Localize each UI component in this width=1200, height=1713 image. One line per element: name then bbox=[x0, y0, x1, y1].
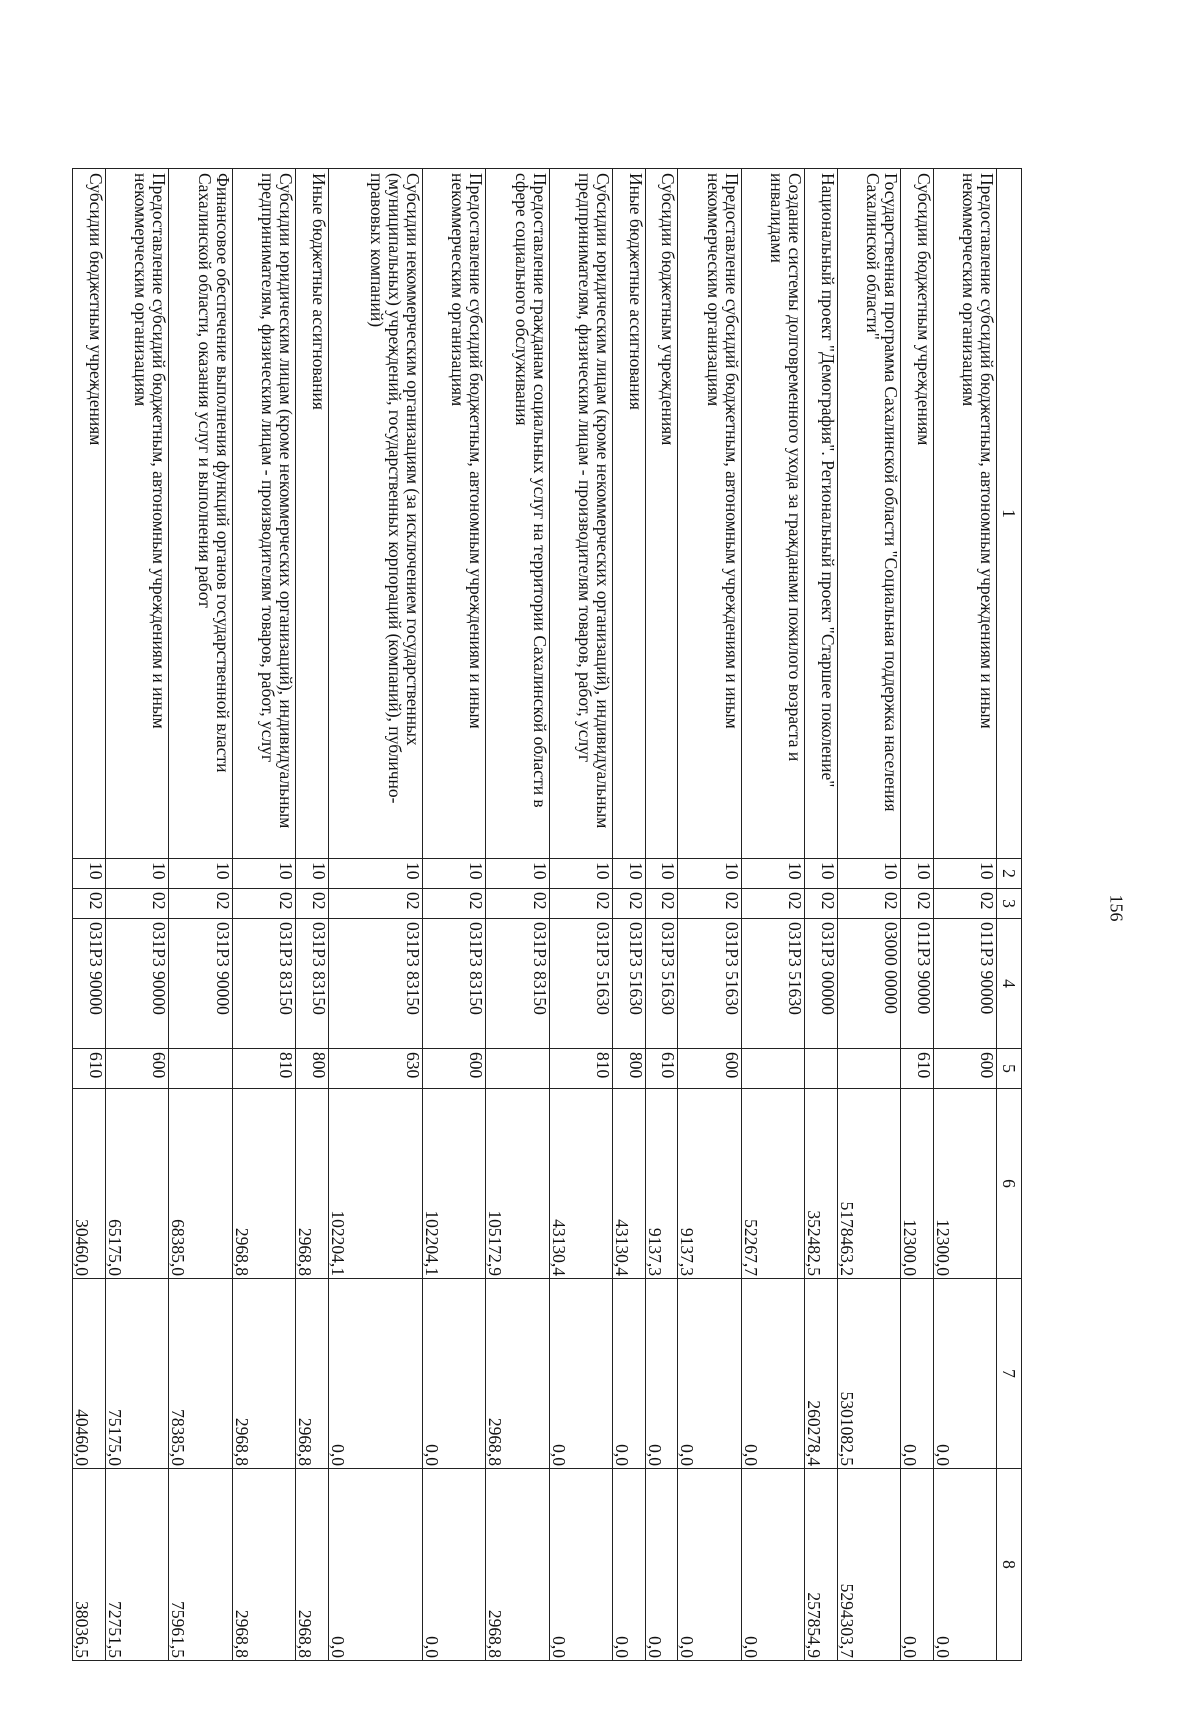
row-name-cell: Предоставление субсидий бюджетным, автономным учреждениям и иным некоммерческим организациям bbox=[933, 169, 996, 859]
amount-year2-cell: 2968,8 bbox=[232, 1279, 295, 1469]
budget-table-container bbox=[72, 168, 1022, 1660]
section-code-cell: 10 bbox=[232, 859, 295, 889]
expense-type-cell bbox=[837, 1049, 900, 1089]
amount-year2-cell: 78385,0 bbox=[169, 1279, 232, 1469]
row-name-cell: Финансовое обеспечение выполнения функций органов государственной власти Сахалинской области, оказания услуг и выполнения работ bbox=[169, 169, 232, 859]
amount-year2-cell: 0,0 bbox=[933, 1279, 996, 1469]
section-code-cell: 10 bbox=[73, 859, 106, 889]
table-row bbox=[105, 169, 168, 1661]
section-code-cell: 10 bbox=[933, 859, 996, 889]
target-article-cell: 011Р3 90000 bbox=[933, 919, 996, 1049]
amount-year2-cell: 0,0 bbox=[645, 1279, 678, 1469]
page-number: 156 bbox=[1106, 894, 1127, 922]
target-article-cell: 031Р3 83150 bbox=[328, 919, 422, 1049]
expense-type-cell: 800 bbox=[613, 1049, 646, 1089]
budget-table bbox=[72, 168, 1022, 1661]
amount-year3-cell: 0,0 bbox=[613, 1469, 646, 1661]
expense-type-cell bbox=[805, 1049, 838, 1089]
target-article-cell: 031Р3 90000 bbox=[105, 919, 168, 1049]
section-code-cell: 10 bbox=[169, 859, 232, 889]
amount-year3-cell: 2968,8 bbox=[486, 1469, 549, 1661]
expense-type-cell bbox=[169, 1049, 232, 1089]
table-row bbox=[645, 169, 678, 1661]
target-article-cell: 031Р3 83150 bbox=[295, 919, 328, 1049]
subsection-code-cell: 02 bbox=[613, 889, 646, 919]
row-name-cell: Субсидии юридическим лицам (кроме некоммерческих организаций), индивидуальным предпринимателям, физическим лицам - производителям товаров, работ, услуг bbox=[549, 169, 612, 859]
expense-type-cell: 610 bbox=[901, 1049, 934, 1089]
table-row bbox=[422, 169, 485, 1661]
amount-year1-cell: 52267,7 bbox=[741, 1089, 804, 1279]
row-name-cell: Субсидии некоммерческим организациям (за исключением государственных (муниципальных) учреждений, государственных корпораций (компаний), публично-правовых компаний) bbox=[328, 169, 422, 859]
expense-type-cell: 600 bbox=[105, 1049, 168, 1089]
subsection-code-cell: 02 bbox=[105, 889, 168, 919]
section-code-cell: 10 bbox=[295, 859, 328, 889]
expense-type-cell: 600 bbox=[933, 1049, 996, 1089]
amount-year1-cell: 65175,0 bbox=[105, 1089, 168, 1279]
target-article-cell: 031Р3 51630 bbox=[613, 919, 646, 1049]
column-header: 3 bbox=[997, 889, 1022, 919]
column-header: 4 bbox=[997, 919, 1022, 1049]
table-row bbox=[73, 169, 106, 1661]
subsection-code-cell: 02 bbox=[232, 889, 295, 919]
amount-year1-cell: 9137,3 bbox=[645, 1089, 678, 1279]
amount-year2-cell: 5301082,5 bbox=[837, 1279, 900, 1469]
row-name-cell: Создание системы долговременного ухода за гражданами пожилого возраста и инвалидами bbox=[741, 169, 804, 859]
subsection-code-cell: 02 bbox=[169, 889, 232, 919]
amount-year2-cell: 2968,8 bbox=[486, 1279, 549, 1469]
subsection-code-cell: 02 bbox=[549, 889, 612, 919]
amount-year3-cell: 0,0 bbox=[549, 1469, 612, 1661]
row-name-cell: Предоставление субсидий бюджетным, автономным учреждениям и иным некоммерческим организациям bbox=[678, 169, 741, 859]
target-article-cell: 031Р3 00000 bbox=[805, 919, 838, 1049]
section-code-cell: 10 bbox=[837, 859, 900, 889]
amount-year3-cell: 75961,5 bbox=[169, 1469, 232, 1661]
column-header: 1 bbox=[997, 169, 1022, 859]
table-row bbox=[549, 169, 612, 1661]
amount-year3-cell: 0,0 bbox=[933, 1469, 996, 1661]
amount-year3-cell: 0,0 bbox=[678, 1469, 741, 1661]
column-header: 6 bbox=[997, 1089, 1022, 1279]
table-row bbox=[901, 169, 934, 1661]
amount-year1-cell: 68385,0 bbox=[169, 1089, 232, 1279]
expense-type-cell bbox=[741, 1049, 804, 1089]
section-code-cell: 10 bbox=[741, 859, 804, 889]
amount-year1-cell: 102204,1 bbox=[422, 1089, 485, 1279]
table-row bbox=[486, 169, 549, 1661]
expense-type-cell: 610 bbox=[645, 1049, 678, 1089]
table-body bbox=[73, 169, 997, 1661]
amount-year3-cell: 0,0 bbox=[422, 1469, 485, 1661]
amount-year3-cell: 38036,5 bbox=[73, 1469, 106, 1661]
amount-year1-cell: 9137,3 bbox=[678, 1089, 741, 1279]
subsection-code-cell: 02 bbox=[422, 889, 485, 919]
section-code-cell: 10 bbox=[549, 859, 612, 889]
amount-year1-cell: 5178463,2 bbox=[837, 1089, 900, 1279]
row-name-cell: Субсидии бюджетным учреждениям bbox=[645, 169, 678, 859]
table-row bbox=[295, 169, 328, 1661]
amount-year1-cell: 2968,8 bbox=[232, 1089, 295, 1279]
subsection-code-cell: 02 bbox=[741, 889, 804, 919]
amount-year2-cell: 0,0 bbox=[328, 1279, 422, 1469]
target-article-cell: 031Р3 51630 bbox=[678, 919, 741, 1049]
section-code-cell: 10 bbox=[105, 859, 168, 889]
subsection-code-cell: 02 bbox=[837, 889, 900, 919]
amount-year3-cell: 2968,8 bbox=[232, 1469, 295, 1661]
row-name-cell: Иные бюджетные ассигнования bbox=[295, 169, 328, 859]
column-header: 8 bbox=[997, 1469, 1022, 1661]
subsection-code-cell: 02 bbox=[73, 889, 106, 919]
amount-year3-cell: 0,0 bbox=[645, 1469, 678, 1661]
subsection-code-cell: 02 bbox=[645, 889, 678, 919]
expense-type-cell: 630 bbox=[328, 1049, 422, 1089]
row-name-cell: Предоставление субсидий бюджетным, автономным учреждениям и иным некоммерческим организациям bbox=[105, 169, 168, 859]
amount-year1-cell: 105172,9 bbox=[486, 1089, 549, 1279]
table-row bbox=[741, 169, 804, 1661]
target-article-cell: 031Р3 90000 bbox=[169, 919, 232, 1049]
target-article-cell: 031Р3 83150 bbox=[486, 919, 549, 1049]
amount-year2-cell: 0,0 bbox=[901, 1279, 934, 1469]
section-code-cell: 10 bbox=[486, 859, 549, 889]
table-row bbox=[805, 169, 838, 1661]
amount-year2-cell: 0,0 bbox=[741, 1279, 804, 1469]
section-code-cell: 10 bbox=[328, 859, 422, 889]
subsection-code-cell: 02 bbox=[805, 889, 838, 919]
amount-year2-cell: 40460,0 bbox=[73, 1279, 106, 1469]
expense-type-cell bbox=[486, 1049, 549, 1089]
target-article-cell: 03000 00000 bbox=[837, 919, 900, 1049]
amount-year2-cell: 260278,4 bbox=[805, 1279, 838, 1469]
target-article-cell: 031Р3 83150 bbox=[232, 919, 295, 1049]
amount-year3-cell: 0,0 bbox=[328, 1469, 422, 1661]
subsection-code-cell: 02 bbox=[933, 889, 996, 919]
table-row bbox=[328, 169, 422, 1661]
table-row bbox=[678, 169, 741, 1661]
subsection-code-cell: 02 bbox=[486, 889, 549, 919]
row-name-cell: Предоставление субсидий бюджетным, автономным учреждениям и иным некоммерческим организациям bbox=[422, 169, 485, 859]
amount-year3-cell: 72751,5 bbox=[105, 1469, 168, 1661]
target-article-cell: 031Р3 90000 bbox=[73, 919, 106, 1049]
expense-type-cell: 600 bbox=[422, 1049, 485, 1089]
amount-year3-cell: 2968,8 bbox=[295, 1469, 328, 1661]
amount-year2-cell: 2968,8 bbox=[295, 1279, 328, 1469]
amount-year2-cell: 0,0 bbox=[678, 1279, 741, 1469]
amount-year2-cell: 0,0 bbox=[422, 1279, 485, 1469]
amount-year1-cell: 43130,4 bbox=[613, 1089, 646, 1279]
amount-year1-cell: 12300,0 bbox=[901, 1089, 934, 1279]
section-code-cell: 10 bbox=[901, 859, 934, 889]
column-header: 5 bbox=[997, 1049, 1022, 1089]
amount-year3-cell: 0,0 bbox=[741, 1469, 804, 1661]
subsection-code-cell: 02 bbox=[678, 889, 741, 919]
row-name-cell: Субсидии бюджетным учреждениям bbox=[901, 169, 934, 859]
section-code-cell: 10 bbox=[678, 859, 741, 889]
table-row bbox=[837, 169, 900, 1661]
target-article-cell: 031Р3 51630 bbox=[549, 919, 612, 1049]
subsection-code-cell: 02 bbox=[328, 889, 422, 919]
amount-year3-cell: 5294303,7 bbox=[837, 1469, 900, 1661]
target-article-cell: 031Р3 83150 bbox=[422, 919, 485, 1049]
amount-year3-cell: 0,0 bbox=[901, 1469, 934, 1661]
column-header: 2 bbox=[997, 859, 1022, 889]
row-name-cell: Государственная программа Сахалинской области "Социальная поддержка населения Сахалинской области" bbox=[837, 169, 900, 859]
row-name-cell: Предоставление гражданам социальных услуг на территории Сахалинской области в сфере социального обслуживания bbox=[486, 169, 549, 859]
section-code-cell: 10 bbox=[422, 859, 485, 889]
table-row bbox=[232, 169, 295, 1661]
row-name-cell: Субсидии юридическим лицам (кроме некоммерческих организаций), индивидуальным предпринимателям, физическим лицам - производителям товаров, работ, услуг bbox=[232, 169, 295, 859]
target-article-cell: 011Р3 90000 bbox=[901, 919, 934, 1049]
expense-type-cell: 810 bbox=[549, 1049, 612, 1089]
column-header: 7 bbox=[997, 1279, 1022, 1469]
section-code-cell: 10 bbox=[805, 859, 838, 889]
table-row bbox=[933, 169, 996, 1661]
section-code-cell: 10 bbox=[645, 859, 678, 889]
expense-type-cell: 600 bbox=[678, 1049, 741, 1089]
table-header-row bbox=[997, 169, 1022, 1661]
target-article-cell: 031Р3 51630 bbox=[645, 919, 678, 1049]
row-name-cell: Иные бюджетные ассигнования bbox=[613, 169, 646, 859]
subsection-code-cell: 02 bbox=[901, 889, 934, 919]
table-row bbox=[169, 169, 232, 1661]
amount-year2-cell: 0,0 bbox=[613, 1279, 646, 1469]
amount-year1-cell: 2968,8 bbox=[295, 1089, 328, 1279]
expense-type-cell: 810 bbox=[232, 1049, 295, 1089]
table-row bbox=[613, 169, 646, 1661]
target-article-cell: 031Р3 51630 bbox=[741, 919, 804, 1049]
section-code-cell: 10 bbox=[613, 859, 646, 889]
amount-year2-cell: 0,0 bbox=[549, 1279, 612, 1469]
row-name-cell: Национальный проект "Демография". Региональный проект "Старшее поколение" bbox=[805, 169, 838, 859]
amount-year1-cell: 43130,4 bbox=[549, 1089, 612, 1279]
amount-year1-cell: 352482,5 bbox=[805, 1089, 838, 1279]
amount-year2-cell: 75175,0 bbox=[105, 1279, 168, 1469]
expense-type-cell: 800 bbox=[295, 1049, 328, 1089]
subsection-code-cell: 02 bbox=[295, 889, 328, 919]
amount-year1-cell: 102204,1 bbox=[328, 1089, 422, 1279]
amount-year1-cell: 12300,0 bbox=[933, 1089, 996, 1279]
row-name-cell: Субсидии бюджетным учреждениям bbox=[73, 169, 106, 859]
amount-year3-cell: 257854,9 bbox=[805, 1469, 838, 1661]
expense-type-cell: 610 bbox=[73, 1049, 106, 1089]
amount-year1-cell: 30460,0 bbox=[73, 1089, 106, 1279]
